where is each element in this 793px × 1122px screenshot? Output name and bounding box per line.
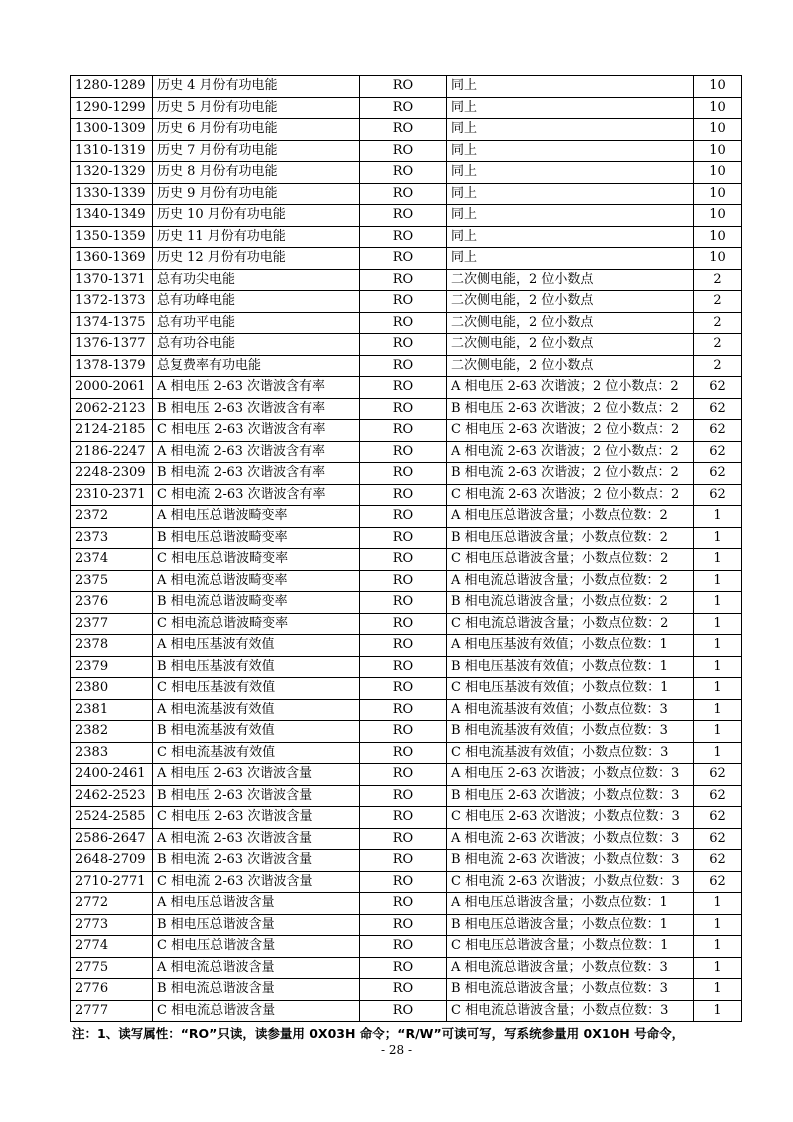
description-cell: C 相电压 2-63 次谐波；2 位小数点：2: [447, 420, 694, 442]
access-attribute-cell: RO: [360, 97, 447, 119]
table-row: [71, 979, 742, 1001]
register-address-cell: 2382: [71, 721, 153, 743]
register-address-cell: 2375: [71, 570, 153, 592]
access-attribute-cell: RO: [360, 76, 447, 98]
access-attribute-cell: RO: [360, 979, 447, 1001]
register-count-cell: 62: [694, 871, 742, 893]
description-cell: 二次侧电能，2 位小数点: [447, 291, 694, 313]
description-cell: A 相电压 2-63 次谐波；小数点位数：3: [447, 764, 694, 786]
table-row: [71, 420, 742, 442]
access-attribute-cell: RO: [360, 334, 447, 356]
register-address-cell: 2462-2523: [71, 785, 153, 807]
register-name-cell: B 相电压 2-63 次谐波含量: [153, 785, 360, 807]
description-cell: C 相电流总谐波含量；小数点位数：3: [447, 1000, 694, 1022]
register-address-cell: 2710-2771: [71, 871, 153, 893]
register-count-cell: 1: [694, 656, 742, 678]
register-count-cell: 62: [694, 785, 742, 807]
register-address-cell: 1360-1369: [71, 248, 153, 270]
register-name-cell: A 相电压 2-63 次谐波含量: [153, 764, 360, 786]
register-address-cell: 2186-2247: [71, 441, 153, 463]
register-name-cell: B 相电流 2-63 次谐波含有率: [153, 463, 360, 485]
access-attribute-cell: RO: [360, 1000, 447, 1022]
description-cell: 同上: [447, 97, 694, 119]
description-cell: A 相电压总谐波含量；小数点位数：1: [447, 893, 694, 915]
description-cell: C 相电流总谐波含量；小数点位数：2: [447, 613, 694, 635]
register-name-cell: C 相电压总谐波畸变率: [153, 549, 360, 571]
access-attribute-cell: RO: [360, 291, 447, 313]
register-count-cell: 10: [694, 183, 742, 205]
register-count-cell: 10: [694, 76, 742, 98]
access-attribute-cell: RO: [360, 914, 447, 936]
register-address-cell: 2310-2371: [71, 484, 153, 506]
register-name-cell: C 相电流总谐波含量: [153, 1000, 360, 1022]
access-attribute-cell: RO: [360, 678, 447, 700]
register-name-cell: B 相电流基波有效值: [153, 721, 360, 743]
register-name-cell: 总有功峰电能: [153, 291, 360, 313]
register-count-cell: 1: [694, 893, 742, 915]
register-count-cell: 1: [694, 699, 742, 721]
register-name-cell: 历史 11 月份有功电能: [153, 226, 360, 248]
description-cell: C 相电压总谐波含量；小数点位数：2: [447, 549, 694, 571]
description-cell: B 相电流总谐波含量；小数点位数：3: [447, 979, 694, 1001]
description-cell: A 相电压总谐波含量；小数点位数：2: [447, 506, 694, 528]
description-cell: C 相电流 2-63 次谐波；2 位小数点：2: [447, 484, 694, 506]
description-cell: 同上: [447, 140, 694, 162]
access-attribute-cell: RO: [360, 785, 447, 807]
description-cell: 同上: [447, 226, 694, 248]
access-attribute-cell: RO: [360, 226, 447, 248]
register-count-cell: 1: [694, 721, 742, 743]
register-count-cell: 1: [694, 613, 742, 635]
table-row: [71, 871, 742, 893]
table-row: [71, 140, 742, 162]
register-name-cell: 总有功谷电能: [153, 334, 360, 356]
register-address-cell: 2772: [71, 893, 153, 915]
register-name-cell: 历史 8 月份有功电能: [153, 162, 360, 184]
access-attribute-cell: RO: [360, 656, 447, 678]
table-row: [71, 463, 742, 485]
register-address-cell: 1376-1377: [71, 334, 153, 356]
register-name-cell: C 相电流 2-63 次谐波含有率: [153, 484, 360, 506]
description-cell: C 相电压总谐波含量；小数点位数：1: [447, 936, 694, 958]
register-name-cell: A 相电压 2-63 次谐波含有率: [153, 377, 360, 399]
register-name-cell: C 相电压 2-63 次谐波含有率: [153, 420, 360, 442]
description-cell: 二次侧电能，2 位小数点: [447, 334, 694, 356]
register-name-cell: C 相电压基波有效值: [153, 678, 360, 700]
table-row: [71, 441, 742, 463]
register-count-cell: 62: [694, 398, 742, 420]
register-count-cell: 1: [694, 1000, 742, 1022]
description-cell: C 相电压基波有效值；小数点位数：1: [447, 678, 694, 700]
register-name-cell: B 相电流总谐波畸变率: [153, 592, 360, 614]
description-cell: B 相电流总谐波含量；小数点位数：2: [447, 592, 694, 614]
table-row: [71, 527, 742, 549]
register-name-cell: C 相电流总谐波畸变率: [153, 613, 360, 635]
register-address-cell: 2776: [71, 979, 153, 1001]
access-attribute-cell: RO: [360, 635, 447, 657]
register-address-cell: 2773: [71, 914, 153, 936]
register-address-cell: 2248-2309: [71, 463, 153, 485]
table-row: [71, 312, 742, 334]
description-cell: 同上: [447, 119, 694, 141]
access-attribute-cell: RO: [360, 957, 447, 979]
register-name-cell: A 相电流 2-63 次谐波含量: [153, 828, 360, 850]
table-row: [71, 570, 742, 592]
table-row: [71, 398, 742, 420]
table-row: [71, 334, 742, 356]
register-address-cell: 1372-1373: [71, 291, 153, 313]
register-name-cell: A 相电流基波有效值: [153, 699, 360, 721]
access-attribute-cell: RO: [360, 936, 447, 958]
access-attribute-cell: RO: [360, 570, 447, 592]
register-address-cell: 2378: [71, 635, 153, 657]
table-row: [71, 183, 742, 205]
table-row: [71, 162, 742, 184]
table-row: [71, 226, 742, 248]
register-count-cell: 10: [694, 119, 742, 141]
table-row: [71, 506, 742, 528]
register-name-cell: 历史 6 月份有功电能: [153, 119, 360, 141]
register-count-cell: 1: [694, 914, 742, 936]
register-name-cell: A 相电流总谐波畸变率: [153, 570, 360, 592]
access-attribute-cell: RO: [360, 721, 447, 743]
register-count-cell: 62: [694, 850, 742, 872]
table-row: [71, 484, 742, 506]
register-address-cell: 2062-2123: [71, 398, 153, 420]
access-attribute-cell: RO: [360, 893, 447, 915]
register-count-cell: 1: [694, 527, 742, 549]
register-address-cell: 2381: [71, 699, 153, 721]
register-address-cell: 2383: [71, 742, 153, 764]
table-row: [71, 721, 742, 743]
description-cell: C 相电流 2-63 次谐波；小数点位数：3: [447, 871, 694, 893]
table-row: [71, 291, 742, 313]
description-cell: A 相电流总谐波含量；小数点位数：3: [447, 957, 694, 979]
register-count-cell: 2: [694, 291, 742, 313]
register-name-cell: A 相电流总谐波含量: [153, 957, 360, 979]
description-cell: B 相电流 2-63 次谐波；2 位小数点：2: [447, 463, 694, 485]
access-attribute-cell: RO: [360, 699, 447, 721]
access-attribute-cell: RO: [360, 441, 447, 463]
register-name-cell: B 相电压 2-63 次谐波含有率: [153, 398, 360, 420]
register-name-cell: 历史 4 月份有功电能: [153, 76, 360, 98]
register-name-cell: C 相电流基波有效值: [153, 742, 360, 764]
description-cell: B 相电压总谐波含量；小数点位数：1: [447, 914, 694, 936]
register-count-cell: 2: [694, 334, 742, 356]
register-address-cell: 1290-1299: [71, 97, 153, 119]
register-name-cell: C 相电流 2-63 次谐波含量: [153, 871, 360, 893]
table-row: [71, 914, 742, 936]
register-address-cell: 1370-1371: [71, 269, 153, 291]
register-name-cell: B 相电流总谐波含量: [153, 979, 360, 1001]
description-cell: B 相电压 2-63 次谐波；2 位小数点：2: [447, 398, 694, 420]
description-cell: A 相电压基波有效值；小数点位数：1: [447, 635, 694, 657]
register-count-cell: 2: [694, 269, 742, 291]
register-count-cell: 1: [694, 592, 742, 614]
register-address-cell: 1310-1319: [71, 140, 153, 162]
register-count-cell: 62: [694, 420, 742, 442]
description-cell: 同上: [447, 162, 694, 184]
register-count-cell: 1: [694, 979, 742, 1001]
register-name-cell: 总有功尖电能: [153, 269, 360, 291]
register-name-cell: B 相电压总谐波畸变率: [153, 527, 360, 549]
description-cell: C 相电流基波有效值；小数点位数：3: [447, 742, 694, 764]
access-attribute-cell: RO: [360, 742, 447, 764]
register-name-cell: A 相电流 2-63 次谐波含有率: [153, 441, 360, 463]
access-attribute-cell: RO: [360, 463, 447, 485]
register-count-cell: 1: [694, 678, 742, 700]
description-cell: 二次侧电能，2 位小数点: [447, 355, 694, 377]
description-cell: A 相电流基波有效值；小数点位数：3: [447, 699, 694, 721]
register-name-cell: A 相电压基波有效值: [153, 635, 360, 657]
description-cell: 同上: [447, 205, 694, 227]
register-count-cell: 10: [694, 97, 742, 119]
table-row: [71, 269, 742, 291]
table-row: [71, 635, 742, 657]
table-row: [71, 764, 742, 786]
description-cell: C 相电压 2-63 次谐波；小数点位数：3: [447, 807, 694, 829]
register-address-cell: 1350-1359: [71, 226, 153, 248]
register-count-cell: 1: [694, 742, 742, 764]
register-address-cell: 2374: [71, 549, 153, 571]
description-cell: 二次侧电能，2 位小数点: [447, 269, 694, 291]
register-name-cell: 历史 7 月份有功电能: [153, 140, 360, 162]
access-attribute-cell: RO: [360, 592, 447, 614]
table-row: [71, 828, 742, 850]
table-row: [71, 377, 742, 399]
register-address-cell: 2775: [71, 957, 153, 979]
register-count-cell: 1: [694, 936, 742, 958]
register-table-body: [71, 76, 742, 1022]
register-address-cell: 2377: [71, 613, 153, 635]
register-address-cell: 2372: [71, 506, 153, 528]
access-attribute-cell: RO: [360, 850, 447, 872]
table-row: [71, 119, 742, 141]
table-row: [71, 678, 742, 700]
description-cell: B 相电流基波有效值；小数点位数：3: [447, 721, 694, 743]
description-cell: B 相电流 2-63 次谐波；小数点位数：3: [447, 850, 694, 872]
table-row: [71, 205, 742, 227]
table-row: [71, 97, 742, 119]
access-attribute-cell: RO: [360, 269, 447, 291]
access-attribute-cell: RO: [360, 549, 447, 571]
table-row: [71, 936, 742, 958]
register-name-cell: 历史 5 月份有功电能: [153, 97, 360, 119]
access-attribute-cell: RO: [360, 764, 447, 786]
table-row: [71, 742, 742, 764]
table-row: [71, 1000, 742, 1022]
access-attribute-cell: RO: [360, 871, 447, 893]
access-attribute-cell: RO: [360, 807, 447, 829]
access-attribute-cell: RO: [360, 119, 447, 141]
access-attribute-cell: RO: [360, 162, 447, 184]
description-cell: 同上: [447, 183, 694, 205]
register-address-cell: 1300-1309: [71, 119, 153, 141]
register-count-cell: 10: [694, 162, 742, 184]
access-attribute-cell: RO: [360, 484, 447, 506]
register-address-cell: 2376: [71, 592, 153, 614]
access-attribute-cell: RO: [360, 312, 447, 334]
table-row: [71, 76, 742, 98]
footnote: 注：1、读写属性：“RO”只读，读参量用 0X03H 命令；“R/W”可读可写，写系统参量用 0X10H 号命令，: [72, 1026, 685, 1041]
register-address-cell: 1374-1375: [71, 312, 153, 334]
register-count-cell: 2: [694, 312, 742, 334]
description-cell: 同上: [447, 76, 694, 98]
register-count-cell: 62: [694, 377, 742, 399]
table-row: [71, 613, 742, 635]
register-name-cell: 历史 9 月份有功电能: [153, 183, 360, 205]
access-attribute-cell: RO: [360, 248, 447, 270]
register-name-cell: B 相电流 2-63 次谐波含量: [153, 850, 360, 872]
register-address-cell: 1340-1349: [71, 205, 153, 227]
register-address-cell: 1330-1339: [71, 183, 153, 205]
access-attribute-cell: RO: [360, 140, 447, 162]
access-attribute-cell: RO: [360, 398, 447, 420]
register-name-cell: B 相电压基波有效值: [153, 656, 360, 678]
access-attribute-cell: RO: [360, 527, 447, 549]
access-attribute-cell: RO: [360, 506, 447, 528]
table-row: [71, 699, 742, 721]
register-address-cell: 2400-2461: [71, 764, 153, 786]
description-cell: B 相电压总谐波含量；小数点位数：2: [447, 527, 694, 549]
access-attribute-cell: RO: [360, 205, 447, 227]
access-attribute-cell: RO: [360, 355, 447, 377]
table-row: [71, 592, 742, 614]
register-count-cell: 2: [694, 355, 742, 377]
table-row: [71, 957, 742, 979]
register-name-cell: A 相电压总谐波含量: [153, 893, 360, 915]
register-count-cell: 1: [694, 570, 742, 592]
access-attribute-cell: RO: [360, 613, 447, 635]
register-count-cell: 1: [694, 635, 742, 657]
register-name-cell: A 相电压总谐波畸变率: [153, 506, 360, 528]
register-count-cell: 62: [694, 463, 742, 485]
description-cell: A 相电压 2-63 次谐波；2 位小数点：2: [447, 377, 694, 399]
register-address-cell: 2373: [71, 527, 153, 549]
description-cell: 二次侧电能，2 位小数点: [447, 312, 694, 334]
register-name-cell: 历史 10 月份有功电能: [153, 205, 360, 227]
register-count-cell: 62: [694, 807, 742, 829]
register-table: [70, 75, 742, 1022]
register-count-cell: 10: [694, 248, 742, 270]
register-name-cell: B 相电压总谐波含量: [153, 914, 360, 936]
register-count-cell: 10: [694, 226, 742, 248]
access-attribute-cell: RO: [360, 420, 447, 442]
access-attribute-cell: RO: [360, 828, 447, 850]
register-count-cell: 62: [694, 441, 742, 463]
register-count-cell: 1: [694, 957, 742, 979]
register-address-cell: 2380: [71, 678, 153, 700]
register-address-cell: 2586-2647: [71, 828, 153, 850]
register-count-cell: 62: [694, 484, 742, 506]
table-row: [71, 807, 742, 829]
access-attribute-cell: RO: [360, 377, 447, 399]
register-address-cell: 2648-2709: [71, 850, 153, 872]
description-cell: A 相电流 2-63 次谐波；2 位小数点：2: [447, 441, 694, 463]
table-row: [71, 355, 742, 377]
register-count-cell: 1: [694, 549, 742, 571]
register-name-cell: C 相电压总谐波含量: [153, 936, 360, 958]
register-address-cell: 1378-1379: [71, 355, 153, 377]
table-row: [71, 785, 742, 807]
register-count-cell: 62: [694, 764, 742, 786]
register-count-cell: 10: [694, 205, 742, 227]
description-cell: B 相电压 2-63 次谐波；小数点位数：3: [447, 785, 694, 807]
register-name-cell: 历史 12 月份有功电能: [153, 248, 360, 270]
register-address-cell: 2777: [71, 1000, 153, 1022]
table-row: [71, 656, 742, 678]
table-row: [71, 893, 742, 915]
table-row: [71, 850, 742, 872]
description-cell: A 相电流总谐波含量；小数点位数：2: [447, 570, 694, 592]
register-address-cell: 1280-1289: [71, 76, 153, 98]
table-row: [71, 248, 742, 270]
register-address-cell: 1320-1329: [71, 162, 153, 184]
register-count-cell: 1: [694, 506, 742, 528]
register-address-cell: 2524-2585: [71, 807, 153, 829]
description-cell: B 相电压基波有效值；小数点位数：1: [447, 656, 694, 678]
page-number: - 28 -: [380, 1043, 412, 1057]
table-row: [71, 549, 742, 571]
register-address-cell: 2124-2185: [71, 420, 153, 442]
access-attribute-cell: RO: [360, 183, 447, 205]
register-count-cell: 10: [694, 140, 742, 162]
register-name-cell: 总复费率有功电能: [153, 355, 360, 377]
register-name-cell: 总有功平电能: [153, 312, 360, 334]
description-cell: 同上: [447, 248, 694, 270]
register-address-cell: 2379: [71, 656, 153, 678]
register-count-cell: 62: [694, 828, 742, 850]
description-cell: A 相电流 2-63 次谐波；小数点位数：3: [447, 828, 694, 850]
register-address-cell: 2000-2061: [71, 377, 153, 399]
register-address-cell: 2774: [71, 936, 153, 958]
register-name-cell: C 相电压 2-63 次谐波含量: [153, 807, 360, 829]
